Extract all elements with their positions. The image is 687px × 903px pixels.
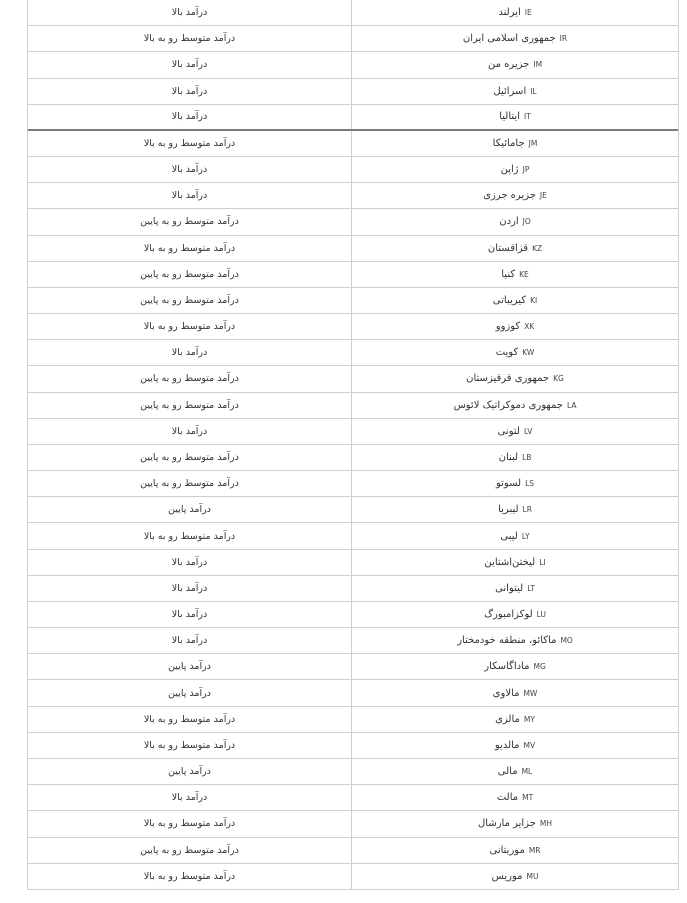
income-level-text: درآمد متوسط رو به پایین <box>140 399 239 411</box>
table-row <box>28 79 678 105</box>
country-name: اسرائیل <box>493 85 527 97</box>
country-cell <box>352 340 678 365</box>
income-cell <box>28 445 352 470</box>
country-cell <box>352 811 678 836</box>
income-cell <box>28 628 352 653</box>
country-code: LY <box>521 531 530 541</box>
income-level-text: درآمد بالا <box>171 609 208 621</box>
country-code: IM <box>533 60 543 70</box>
country-name: لیبریا <box>498 504 519 516</box>
table-row <box>28 707 678 733</box>
table-row <box>28 602 678 628</box>
income-level-text: درآمد متوسط رو به پایین <box>140 844 239 856</box>
country-name: قزاقستان <box>487 242 529 254</box>
country-name: ایتالیا <box>499 111 520 123</box>
country-cell <box>352 471 678 496</box>
income-cell <box>28 654 352 679</box>
income-level-text: درآمد بالا <box>171 111 208 123</box>
table-row <box>28 366 678 392</box>
country-name: موریس <box>491 870 523 882</box>
country-code: LR <box>522 505 532 515</box>
income-level-text: درآمد متوسط رو به پایین <box>140 478 239 490</box>
table-row <box>28 628 678 654</box>
income-level-text: درآمد متوسط رو به بالا <box>143 713 236 725</box>
country-code: LT <box>527 583 535 593</box>
table-row <box>28 236 678 262</box>
country-cell <box>352 26 678 51</box>
country-name: لتونی <box>497 425 520 437</box>
country-code: LB <box>522 453 532 462</box>
country-name: لیختن‌اشتاین <box>484 556 536 568</box>
table-row <box>28 314 678 340</box>
country-code: IR <box>559 34 568 44</box>
country-cell <box>352 838 678 863</box>
income-level-text: درآمد پایین <box>168 661 211 673</box>
country-cell <box>352 864 678 889</box>
country-code: JP <box>522 165 530 175</box>
income-level-text: درآمد متوسط رو به بالا <box>143 818 236 830</box>
income-cell <box>28 550 352 575</box>
country-name: مالت <box>496 792 519 804</box>
table-row <box>28 262 678 288</box>
country-code: KW <box>522 348 535 358</box>
country-code: MG <box>533 662 546 672</box>
country-name: مالی <box>497 766 518 778</box>
country-cell <box>352 52 678 77</box>
country-cell <box>352 628 678 653</box>
country-code: JM <box>528 138 538 148</box>
income-level-text: درآمد بالا <box>171 582 208 594</box>
table-row <box>28 183 678 209</box>
income-level-text: درآمد پایین <box>168 504 211 516</box>
country-name: لوکزامبورگ <box>484 609 533 621</box>
country-code: MW <box>523 688 538 698</box>
income-cell <box>28 471 352 496</box>
country-income-table <box>27 0 679 890</box>
country-cell <box>352 707 678 732</box>
country-cell <box>352 785 678 810</box>
income-level-text: درآمد متوسط رو به پایین <box>140 373 239 385</box>
income-cell <box>28 209 352 234</box>
table-row <box>28 654 678 680</box>
country-cell <box>352 576 678 601</box>
country-cell <box>352 131 678 156</box>
table-row <box>28 550 678 576</box>
country-name: جزایر مارشال <box>478 818 536 830</box>
country-name: لبنان <box>498 452 519 463</box>
income-level-text: درآمد متوسط رو به پایین <box>140 268 239 280</box>
country-name: لیتوانی <box>495 582 524 594</box>
country-cell <box>352 105 678 129</box>
income-level-text: درآمد بالا <box>171 164 208 176</box>
income-cell <box>28 79 352 104</box>
income-level-text: درآمد بالا <box>171 635 208 647</box>
income-level-text: درآمد بالا <box>171 85 208 97</box>
income-cell <box>28 52 352 77</box>
income-cell <box>28 864 352 889</box>
income-cell <box>28 236 352 261</box>
income-cell <box>28 262 352 287</box>
country-cell <box>352 209 678 234</box>
income-cell <box>28 785 352 810</box>
income-cell <box>28 680 352 705</box>
country-code: LV <box>523 426 533 436</box>
table-row <box>28 445 678 471</box>
income-cell <box>28 838 352 863</box>
table-row <box>28 576 678 602</box>
income-cell <box>28 523 352 548</box>
income-cell <box>28 105 352 129</box>
country-cell <box>352 550 678 575</box>
country-cell <box>352 680 678 705</box>
country-code: LU <box>536 610 546 620</box>
income-level-text: درآمد بالا <box>171 792 208 804</box>
country-code: MV <box>523 740 536 750</box>
country-code: MY <box>523 714 535 724</box>
table-row <box>28 497 678 523</box>
income-level-text: درآمد متوسط رو به پایین <box>140 216 239 228</box>
country-name: جزیره جرزی <box>483 190 536 202</box>
income-level-text: درآمد متوسط رو به بالا <box>143 321 236 333</box>
country-cell <box>352 419 678 444</box>
table-row <box>28 680 678 706</box>
country-code: IL <box>530 86 537 96</box>
country-name: کویت <box>495 347 519 359</box>
income-level-text: درآمد متوسط رو به بالا <box>143 739 236 751</box>
income-level-text: درآمد متوسط رو به بالا <box>143 870 236 882</box>
country-name: ژاپن <box>500 164 519 176</box>
table-row <box>28 0 678 26</box>
country-name: کوزوو <box>495 321 521 333</box>
table-row <box>28 523 678 549</box>
country-cell <box>352 393 678 418</box>
income-level-text: درآمد بالا <box>171 59 208 71</box>
income-cell <box>28 183 352 208</box>
income-cell <box>28 157 352 182</box>
country-name: جمهوری قرقیزستان <box>466 373 550 385</box>
country-cell <box>352 0 678 25</box>
income-level-text: درآمد بالا <box>171 556 208 568</box>
country-code: KE <box>519 269 529 279</box>
country-name: مالزی <box>495 713 520 725</box>
country-cell <box>352 366 678 391</box>
income-level-text: درآمد بالا <box>171 347 208 359</box>
country-code: KG <box>553 374 564 384</box>
table-row <box>28 864 678 890</box>
country-cell <box>352 602 678 627</box>
country-code: XK <box>524 322 535 332</box>
country-name: ماکائو، منطقه خودمختار <box>457 635 557 647</box>
table-row <box>28 733 678 759</box>
table-row <box>28 26 678 52</box>
income-cell <box>28 707 352 732</box>
country-code: IE <box>524 8 532 18</box>
country-name: اردن <box>499 216 519 228</box>
table-row <box>28 340 678 366</box>
income-level-text: درآمد متوسط رو به پایین <box>140 452 239 463</box>
income-cell <box>28 340 352 365</box>
country-code: KZ <box>532 243 543 253</box>
country-name: جزیره من <box>487 59 530 71</box>
country-cell <box>352 523 678 548</box>
income-level-text: درآمد متوسط رو به بالا <box>143 33 236 45</box>
country-code: LS <box>525 479 535 489</box>
income-cell <box>28 811 352 836</box>
income-cell <box>28 366 352 391</box>
country-code: KI <box>530 295 538 305</box>
income-level-text: درآمد متوسط رو به بالا <box>143 530 236 542</box>
income-cell <box>28 288 352 313</box>
country-name: جمهوری دموکراتیک لائوس <box>453 399 563 411</box>
country-name: لسوتو <box>495 478 522 490</box>
country-code: JE <box>539 191 547 201</box>
country-name: مالاوی <box>492 687 520 699</box>
country-code: JO <box>522 217 531 227</box>
country-code: LI <box>539 557 546 567</box>
table-row <box>28 131 678 157</box>
country-cell <box>352 654 678 679</box>
country-cell <box>352 759 678 784</box>
table-row <box>28 52 678 78</box>
income-level-text: درآمد بالا <box>171 7 208 19</box>
income-cell <box>28 131 352 156</box>
country-name: جمهوری اسلامی ایران <box>462 33 556 45</box>
table-row <box>28 838 678 864</box>
country-name: کیریباتی <box>492 294 527 306</box>
country-cell <box>352 262 678 287</box>
country-cell <box>352 288 678 313</box>
income-cell <box>28 0 352 25</box>
country-cell <box>352 445 678 470</box>
country-code: IT <box>523 112 531 122</box>
country-name: لیبی <box>500 530 518 542</box>
table-row <box>28 785 678 811</box>
income-level-text: درآمد پایین <box>168 766 211 778</box>
table-row <box>28 419 678 445</box>
country-cell <box>352 79 678 104</box>
income-cell <box>28 733 352 758</box>
country-cell <box>352 733 678 758</box>
country-code: LA <box>566 400 577 410</box>
country-cell <box>352 236 678 261</box>
income-cell <box>28 576 352 601</box>
country-code: ML <box>521 767 533 777</box>
country-cell <box>352 497 678 522</box>
table-row <box>28 288 678 314</box>
income-cell <box>28 314 352 339</box>
country-cell <box>352 157 678 182</box>
income-cell <box>28 497 352 522</box>
country-code: MT <box>522 793 534 803</box>
table-row <box>28 471 678 497</box>
table-row <box>28 157 678 183</box>
income-cell <box>28 759 352 784</box>
country-code: MH <box>539 819 553 829</box>
table-row <box>28 209 678 235</box>
country-name: کنیا <box>501 268 516 280</box>
table-row <box>28 759 678 785</box>
country-name: مالدیو <box>494 739 520 751</box>
income-cell <box>28 419 352 444</box>
income-cell <box>28 602 352 627</box>
country-code: MO <box>560 636 573 646</box>
income-cell <box>28 26 352 51</box>
country-code: MU <box>526 871 539 881</box>
country-name: ماداگاسکار <box>484 661 530 673</box>
income-level-text: درآمد پایین <box>168 687 211 699</box>
country-cell <box>352 183 678 208</box>
income-level-text: درآمد بالا <box>171 425 208 437</box>
income-cell <box>28 393 352 418</box>
country-code: MR <box>528 845 541 855</box>
table-row <box>28 105 678 131</box>
country-cell <box>352 314 678 339</box>
income-level-text: درآمد بالا <box>171 190 208 202</box>
table-row <box>28 393 678 419</box>
income-level-text: درآمد متوسط رو به پایین <box>140 294 239 306</box>
income-level-text: درآمد متوسط رو به بالا <box>143 242 236 254</box>
table-row <box>28 811 678 837</box>
country-name: موریتانی <box>489 844 525 856</box>
income-level-text: درآمد متوسط رو به بالا <box>143 137 236 149</box>
country-name: ایرلند <box>498 7 521 19</box>
country-name: جامائیکا <box>492 137 525 149</box>
